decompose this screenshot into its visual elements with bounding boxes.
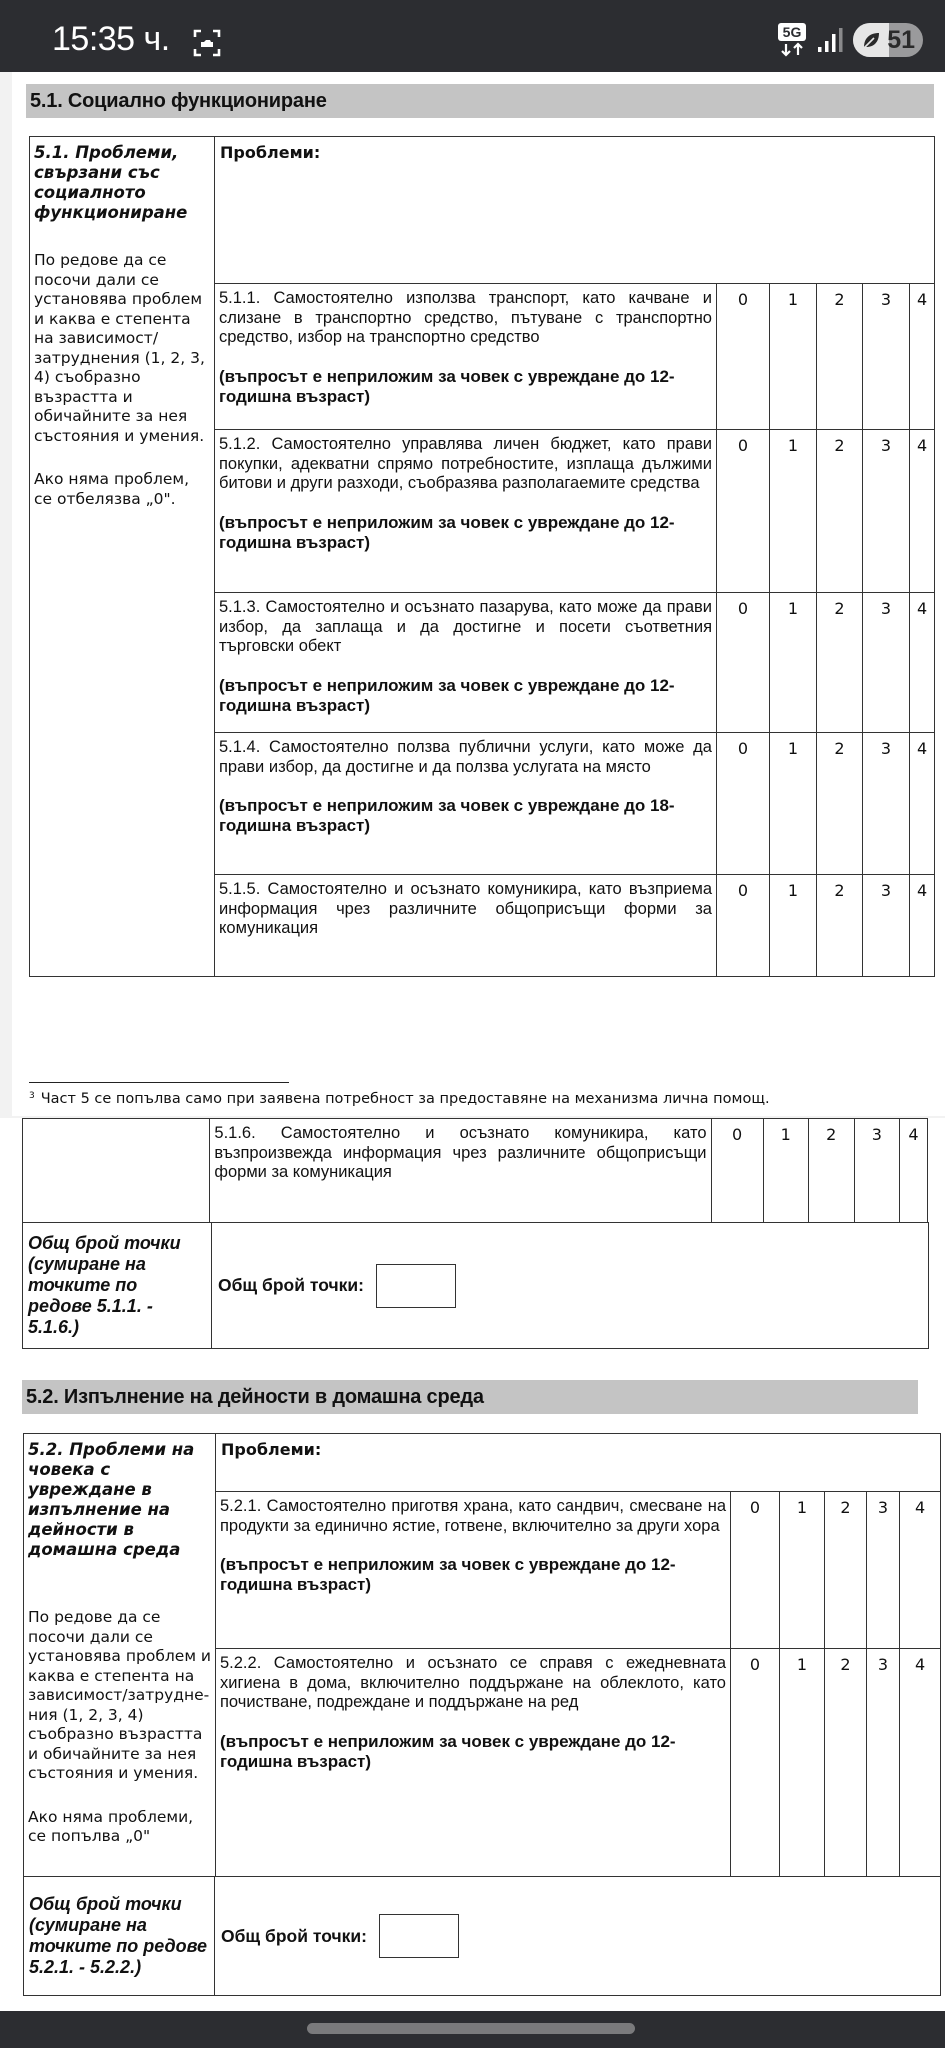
total-points-table-5-2 — [23, 1876, 941, 1996]
document-page-1 — [12, 72, 945, 1116]
score-0[interactable]: 0 — [717, 733, 770, 875]
score-0[interactable]: 0 — [731, 1492, 780, 1649]
score-2[interactable]: 2 — [825, 1492, 867, 1649]
table-row — [23, 1119, 928, 1223]
total-points-cell — [215, 1877, 941, 1996]
score-2[interactable]: 2 — [817, 430, 863, 593]
score-0[interactable]: 0 — [717, 430, 770, 593]
total-points-cell — [212, 1223, 929, 1349]
score-4[interactable]: 4 — [910, 430, 935, 593]
section-instructions: По редове да се посочи дали се установява проблем и каква е степента на зависимост/затруднения (1, 2, 3, 4) съобразно възрастта и обичайните за нея състояния и умения. — [28, 1608, 212, 1782]
section-instructions: По редове да се посочи дали се установява проблем и каква е степента на зависимост/затруднения (1, 2, 3, 4) съобразно възрастта и обичайните за нея състояния и умения. — [34, 251, 205, 445]
section-subtitle: 5.1. Проблеми, свързани със социалното функциониране — [34, 143, 188, 222]
score-1[interactable]: 1 — [780, 1492, 825, 1649]
screenshot-icon — [192, 28, 222, 58]
item-5-1-4: 5.1.4. Самостоятелно ползва публични услуги, като може да прави избор, да достигне и да ползва услугата на място (въпросът е неприложим за човек с увреждане до 18-годишна възраст) — [215, 733, 717, 875]
score-4[interactable]: 4 — [899, 1119, 927, 1223]
score-3[interactable]: 3 — [867, 1492, 900, 1649]
score-4[interactable]: 4 — [900, 1492, 941, 1649]
score-2[interactable]: 2 — [817, 733, 863, 875]
score-1[interactable]: 1 — [770, 733, 817, 875]
section-zero-note: Ако няма проблем, се отбелязва „0". — [34, 470, 190, 508]
svg-text:5G: 5G — [782, 24, 802, 40]
social-functioning-table-continued — [22, 1118, 928, 1223]
total-points-input[interactable] — [376, 1264, 456, 1308]
problems-header: Проблеми: — [215, 137, 935, 284]
social-functioning-table — [29, 136, 935, 977]
score-0[interactable]: 0 — [731, 1649, 780, 1877]
score-1[interactable]: 1 — [770, 430, 817, 593]
score-4[interactable]: 4 — [910, 875, 935, 977]
score-3[interactable]: 3 — [854, 1119, 899, 1223]
applicability-note: (въпросът е неприложим за човек с увреждане до 12-годишна възраст) — [220, 1555, 676, 1594]
item-5-1-2: 5.1.2. Самостоятелно управлява личен бюджет, като прави покупки, адекватни спрямо потребностите, изплаща дължими битови и други разходи, съобразява разполагаемите средства (въпросът е неприложим за човек с увреждане до 12-годишна възраст) — [215, 430, 717, 593]
score-4[interactable]: 4 — [910, 593, 935, 733]
item-5-1-3: 5.1.3. Самостоятелно и осъзнато пазарува, като може да прави избор, да заплаща и да достигне и посети съответния търговски обект (въпросът е неприложим за човек с увреждане до 12-годишна възраст) — [215, 593, 717, 733]
section-description-cell — [24, 1434, 216, 1877]
score-0[interactable]: 0 — [717, 875, 770, 977]
score-1[interactable]: 1 — [780, 1649, 825, 1877]
score-0[interactable]: 0 — [717, 593, 770, 733]
total-points-description: Общ брой точки (сумиране на точките по редове 5.1.1. - 5.1.6.) — [23, 1223, 212, 1349]
score-3[interactable]: 3 — [863, 593, 910, 733]
score-0[interactable]: 0 — [711, 1119, 763, 1223]
score-3[interactable]: 3 — [863, 284, 910, 430]
score-0[interactable]: 0 — [717, 284, 770, 430]
total-points-label: Общ брой точки: — [218, 1275, 364, 1295]
score-1[interactable]: 1 — [770, 284, 817, 430]
score-1[interactable]: 1 — [770, 593, 817, 733]
item-5-1-6: 5.1.6. Самостоятелно и осъзнато комуникира, като възпроизвежда информация чрез различните общоприсъщи форми за комуникация — [210, 1119, 711, 1223]
total-points-input[interactable] — [379, 1914, 459, 1958]
5g-data-icon — [777, 22, 807, 58]
section-subtitle: 5.2. Проблеми на човека с увреждане в изпълнение на дейности в домашна среда — [28, 1440, 195, 1559]
empty-left-cell — [23, 1119, 210, 1223]
section-description-cell — [30, 137, 215, 977]
document-page-2 — [0, 1118, 945, 2013]
battery-level: 51 — [887, 26, 915, 54]
home-gesture-handle[interactable] — [307, 2023, 635, 2034]
signal-icon — [817, 27, 843, 53]
score-2[interactable]: 2 — [825, 1649, 867, 1877]
score-1[interactable]: 1 — [770, 875, 817, 977]
score-2[interactable]: 2 — [817, 875, 863, 977]
battery-saver-leaf-icon — [861, 30, 881, 50]
score-4[interactable]: 4 — [910, 733, 935, 875]
status-bar — [0, 0, 945, 72]
applicability-note: (въпросът е неприложим за човек с увреждане до 18-годишна възраст) — [219, 796, 675, 835]
footnote-divider — [29, 1082, 289, 1083]
clock: 15:35 ч. — [52, 20, 170, 58]
problems-header: Проблеми: — [216, 1434, 941, 1492]
footnote: $^3$ Част 5 се попълва само при заявена потребност за предоставяне на механизма лична помощ. — [29, 1091, 770, 1107]
item-5-2-1: 5.2.1. Самостоятелно приготвя храна, като сандвич, смесване на продукти за единично ястие, готвене, включително за други хора (въпросът е неприложим за човек с увреждане до 12-годишна възраст) — [216, 1492, 731, 1649]
score-4[interactable]: 4 — [910, 284, 935, 430]
score-2[interactable]: 2 — [808, 1119, 854, 1223]
applicability-note: (въпросът е неприложим за човек с увреждане до 12-годишна възраст) — [219, 675, 675, 715]
navigation-bar — [0, 2011, 945, 2048]
section-zero-note: Ако няма проблеми, се попълва „0" — [28, 1807, 194, 1845]
item-5-2-2: 5.2.2. Самостоятелно и осъзнато се справя с ежедневната хигиена в дома, включително поддържане на облеклото, като почистване, подреждане и поддържане на ред (въпросът е неприложим за човек с увреждане до 12-годишна възраст) — [216, 1649, 731, 1877]
total-points-label: Общ брой точки: — [221, 1925, 367, 1946]
score-3[interactable]: 3 — [863, 733, 910, 875]
item-5-1-1: 5.1.1. Самостоятелно използва транспорт, като качване и слизане в транспортно средство, пътуване с транспортно средство, избор на транспортно средство (въпросът е неприложим за човек с увреждане до 12-годишна възраст) — [215, 284, 717, 430]
applicability-note: (въпросът е неприложим за човек с увреждане до 12-годишна възраст) — [220, 1731, 676, 1771]
section-heading-5-2: 5.2. Изпълнение на дейности в домашна среда — [22, 1380, 918, 1414]
battery-indicator — [853, 23, 923, 57]
section-heading-5-1: 5.1. Социално функциониране — [26, 84, 934, 118]
score-3[interactable]: 3 — [863, 875, 910, 977]
home-activities-table — [23, 1433, 941, 1877]
score-3[interactable]: 3 — [863, 430, 910, 593]
score-2[interactable]: 2 — [817, 284, 863, 430]
total-points-table-5-1 — [22, 1222, 929, 1349]
score-4[interactable]: 4 — [900, 1649, 941, 1877]
score-3[interactable]: 3 — [867, 1649, 900, 1877]
score-1[interactable]: 1 — [763, 1119, 808, 1223]
item-5-1-5: 5.1.5. Самостоятелно и осъзнато комуникира, като възприема информация чрез различните общоприсъщи форми за комуникация — [215, 875, 717, 977]
applicability-note: (въпросът е неприложим за човек с увреждане до 12-годишна възраст) — [219, 366, 675, 406]
score-2[interactable]: 2 — [817, 593, 863, 733]
applicability-note: (въпросът е неприложим за човек с увреждане до 12-годишна възраст) — [219, 512, 675, 552]
total-points-description: Общ брой точки (сумиране на точките по редове 5.2.1. - 5.2.2.) — [24, 1877, 215, 1996]
